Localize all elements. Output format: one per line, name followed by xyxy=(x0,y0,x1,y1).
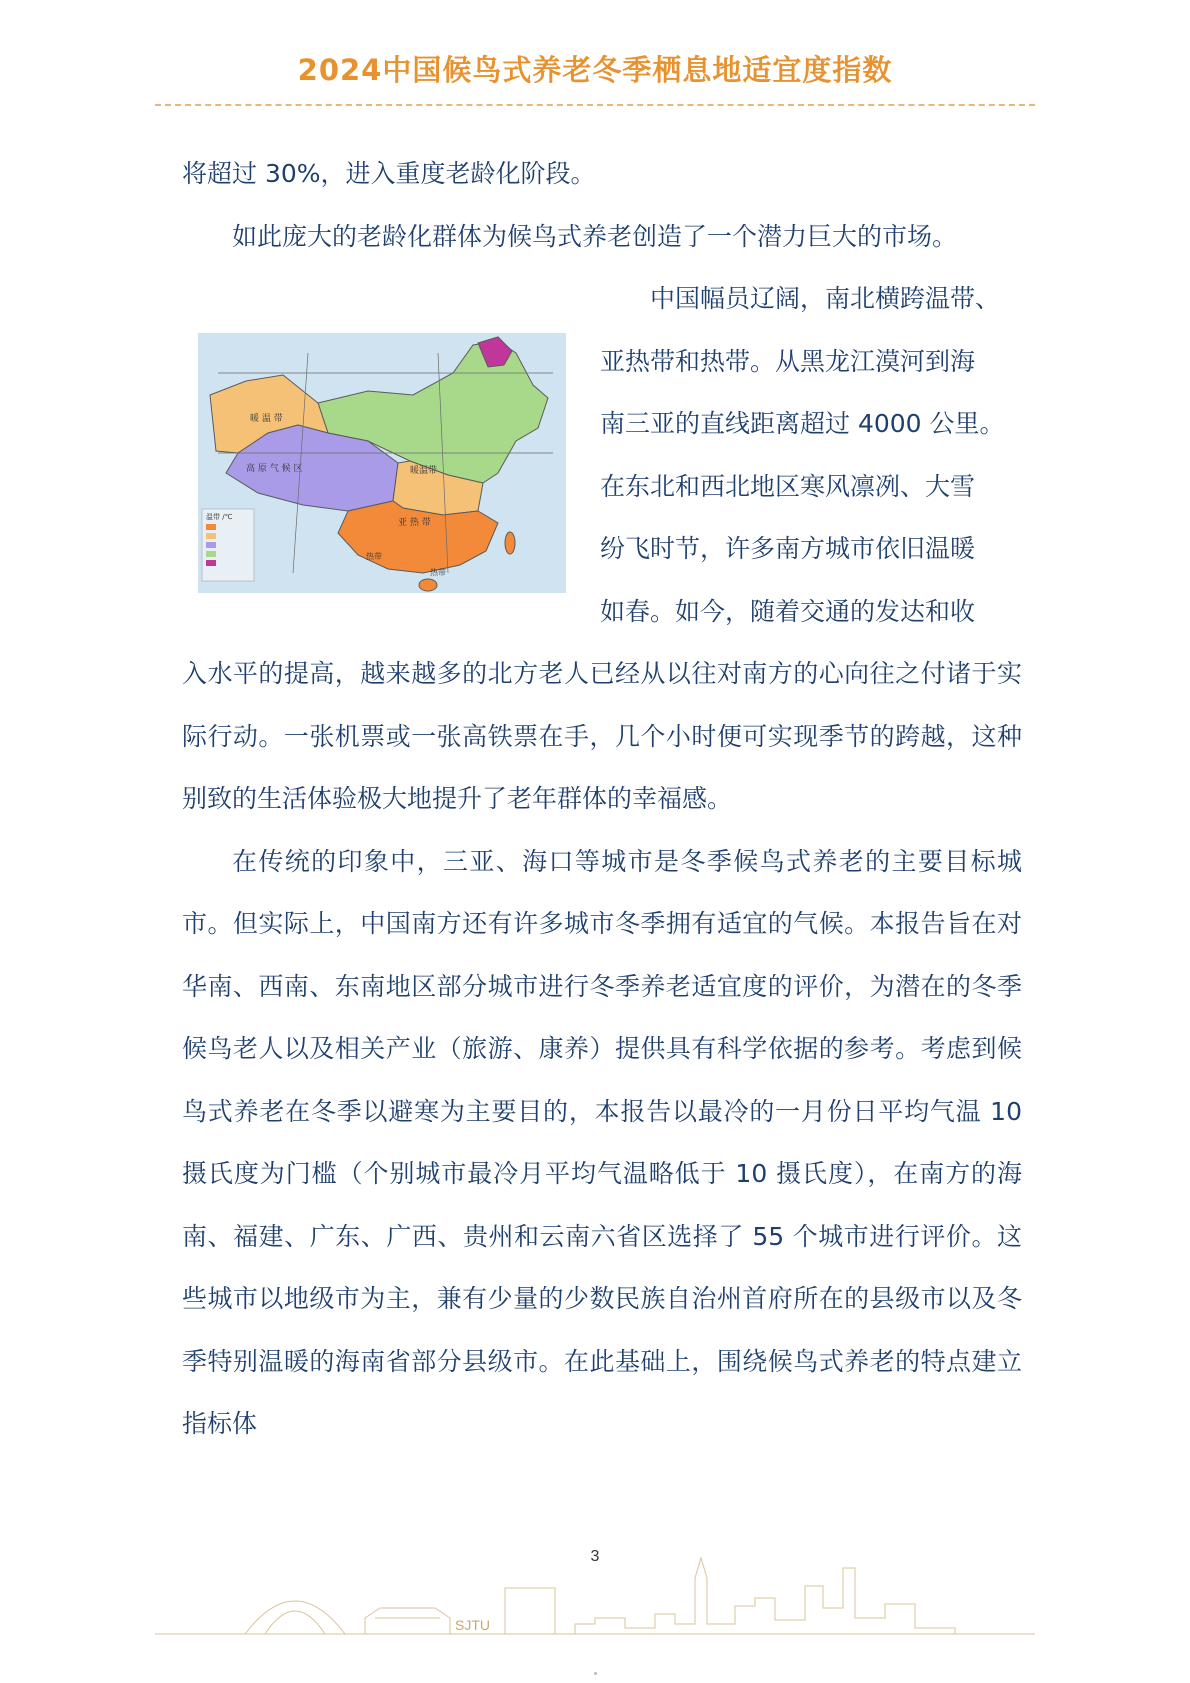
header-divider xyxy=(155,104,1035,106)
wrap-line-4: 在东北和西北地区寒风凛冽、大雪 xyxy=(600,471,976,501)
body-text xyxy=(182,143,1022,1456)
zone-label-warm: 暖温带 xyxy=(410,466,438,476)
figure-with-text xyxy=(182,268,1022,643)
zone-label-tropical-south: 热带 xyxy=(366,552,382,561)
taiwan-island xyxy=(505,532,515,554)
footer-skyline-art xyxy=(155,1548,1035,1638)
legend-swatch-subtropical xyxy=(206,524,216,530)
paragraph-3-continued: 入水平的提高，越来越多的北方老人已经从以往对南方的心向往之付诸于实际行动。一张机票或一张高铁票在手，几个小时便可实现季节的跨越，这种别致的生活体验极大地提升了老年群体的幸福感。 xyxy=(182,659,1022,813)
zone-label-subtropical: 亚 热 带 xyxy=(398,518,431,528)
footer-city-skyline xyxy=(575,1558,955,1634)
zone-label-tropical-island: 热带 xyxy=(430,568,446,577)
wrapped-text-lines xyxy=(600,268,1022,643)
wrap-line-3: 南三亚的直线距离超过 4000 公里。 xyxy=(600,409,1005,438)
legend-title: 温带 /℃ xyxy=(206,513,233,521)
footer-logo-text: SJTU xyxy=(455,1617,490,1633)
china-climate-map xyxy=(198,333,566,593)
legend-swatch-plateau xyxy=(206,542,216,548)
zone-label-temperate: 暖 温 带 xyxy=(250,414,283,424)
paragraph-4: 在传统的印象中，三亚、海口等城市是冬季候鸟式养老的主要目标城市。但实际上，中国南方还有许多城市冬季拥有适宜的气候。本报告旨在对华南、西南、东南地区部分城市进行冬季养老适宜度的评价，为潜在的冬季候鸟老人以及相关产业（旅游、康养）提供具有科学依据的参考。考虑到候鸟式养老在冬季以避寒为主要目的，本报告以最冷的一月份日平均气温 10 摄氏度为门槛（个别城市最冷月平均气温略低于 10 摄氏度），在南方的海南、福建、广东、广西、贵州和云南六省区选择了 55 个城市进行评价。这些城市以地级市为主，兼有少量的少数民族自治州首府所在的县级市以及冬季特别温暖的海南省部分县级市。在此基础上，围绕候鸟式养老的特点建立指标体 xyxy=(182,846,1022,1438)
paragraph-1: 将超过 30%，进入重度老龄化阶段。 xyxy=(182,159,596,188)
legend-swatch-north xyxy=(206,551,216,557)
wrap-line-1: 中国幅员辽阔，南北横跨温带、 xyxy=(650,284,1001,313)
footer-dot xyxy=(594,1672,597,1675)
wrap-line-5: 纷飞时节，许多南方城市依旧温暖 xyxy=(600,534,976,563)
page-header-title: 2024中国候鸟式养老冬季栖息地适宜度指数 xyxy=(297,53,893,87)
footer-arch-frame xyxy=(505,1588,555,1634)
paragraph-2: 如此庞大的老龄化群体为候鸟式养老创造了一个潜力巨大的市场。 xyxy=(232,221,958,251)
wrap-line-6: 如春。如今，随着交通的发达和收 xyxy=(600,596,976,626)
wrap-line-2: 亚热带和热带。从黑龙江漠河到海 xyxy=(600,346,976,376)
legend-swatch-cold xyxy=(206,560,216,566)
page-number: 3 xyxy=(590,1548,600,1565)
hainan-island xyxy=(419,579,437,591)
zone-label-plateau: 高 原 气 候 区 xyxy=(246,464,303,474)
legend-swatch-temperate xyxy=(206,533,216,539)
footer-bridge-arch xyxy=(245,1601,345,1634)
footer-gate-building xyxy=(365,1608,450,1634)
china-climate-map-image xyxy=(198,333,566,593)
